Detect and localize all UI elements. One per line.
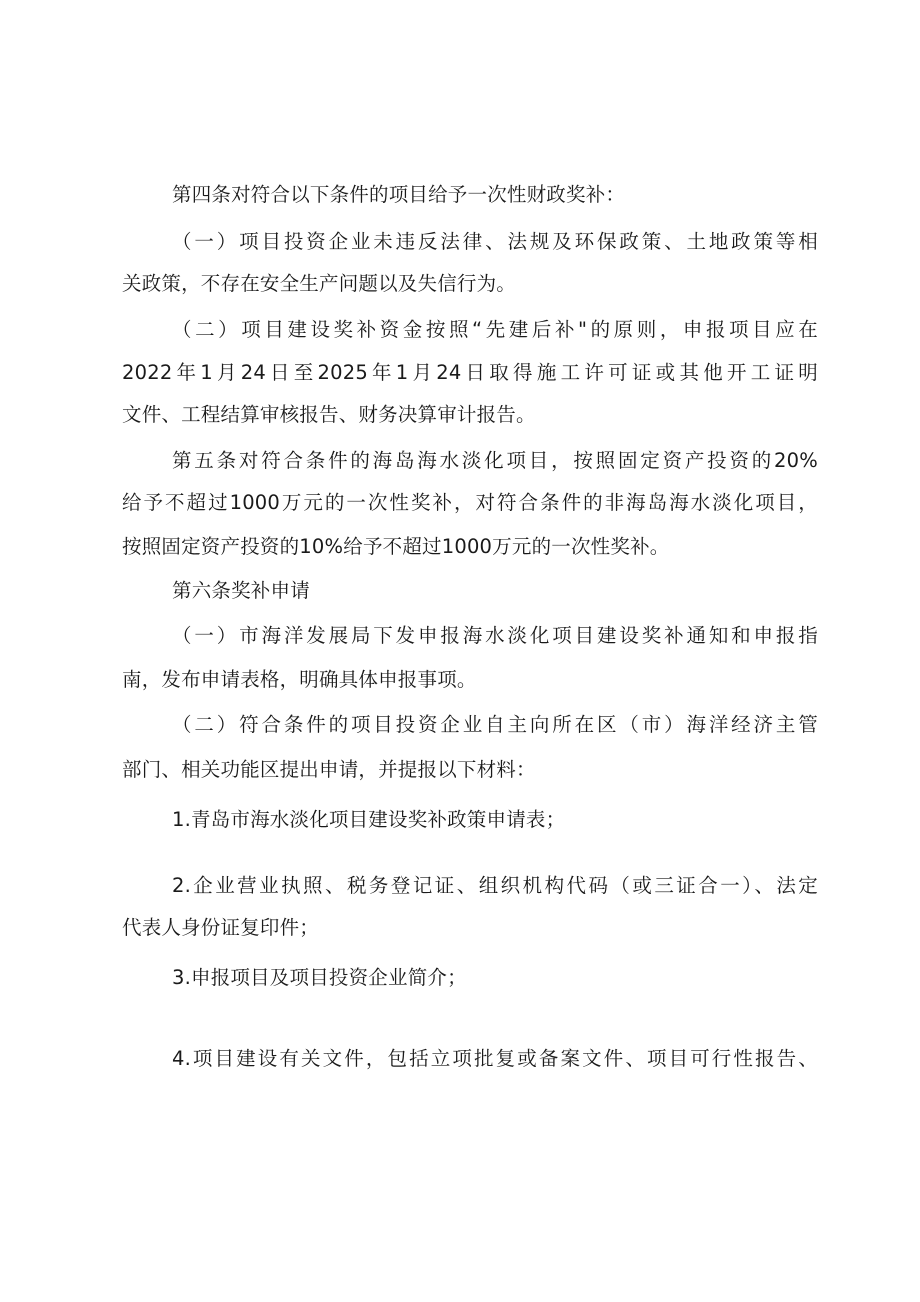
article5-line2: 给予不超过1000万元的一次性奖补，对符合条件的非海岛海水淡化项目， — [122, 491, 818, 514]
article6-item1-line1: （一）市海洋发展局下发申报海水淡化项目建设奖补通知和申报指 — [172, 624, 818, 647]
article6-item2-line2: 部门、相关功能区提出申请，并提报以下材料： — [122, 758, 536, 781]
article6-item2-line1: （二）符合条件的项目投资企业自主向所在区（市）海洋经济主管 — [172, 713, 818, 736]
article5-line1: 第五条对符合条件的海岛海水淡化项目，按照固定资产投资的20% — [172, 449, 818, 472]
article6-item1-line2: 南，发布申请表格，明确具体申报事项。 — [122, 668, 477, 691]
material-item-1: 1.青岛市海水淡化项目建设奖补政策申请表； — [172, 808, 566, 831]
material-item-2-line1: 2.企业营业执照、税务登记证、组织机构代码（或三证合一）、法定 — [172, 874, 818, 897]
article4-item2-line3: 文件、工程结算审核报告、财务决算审计报告。 — [122, 403, 536, 426]
material-item-3: 3.申报项目及项目投资企业简介； — [172, 966, 467, 989]
article5-line3: 按照固定资产投资的10%给予不超过1000万元的一次性奖补。 — [122, 535, 670, 558]
material-item-4: 4.项目建设有关文件，包括立项批复或备案文件、项目可行性报告、 — [172, 1047, 818, 1070]
article4-item2-line2: 2022年1月24日至2025年1月24日取得施工许可证或其他开工证明 — [122, 361, 818, 384]
article4-item1-line1: （一）项目投资企业未违反法律、法规及环保政策、土地政策等相 — [172, 230, 818, 253]
article4-item1-line2: 关政策，不存在安全生产问题以及失信行为。 — [122, 272, 517, 295]
article6-heading: 第六条奖补申请 — [172, 579, 310, 602]
article4-heading: 第四条对符合以下条件的项目给予一次性财政奖补： — [172, 183, 626, 206]
material-item-2-line2: 代表人身份证复印件； — [122, 916, 320, 939]
article4-item2-line1: （二）项目建设奖补资金按照“先建后补"的原则，申报项目应在 — [172, 318, 818, 341]
